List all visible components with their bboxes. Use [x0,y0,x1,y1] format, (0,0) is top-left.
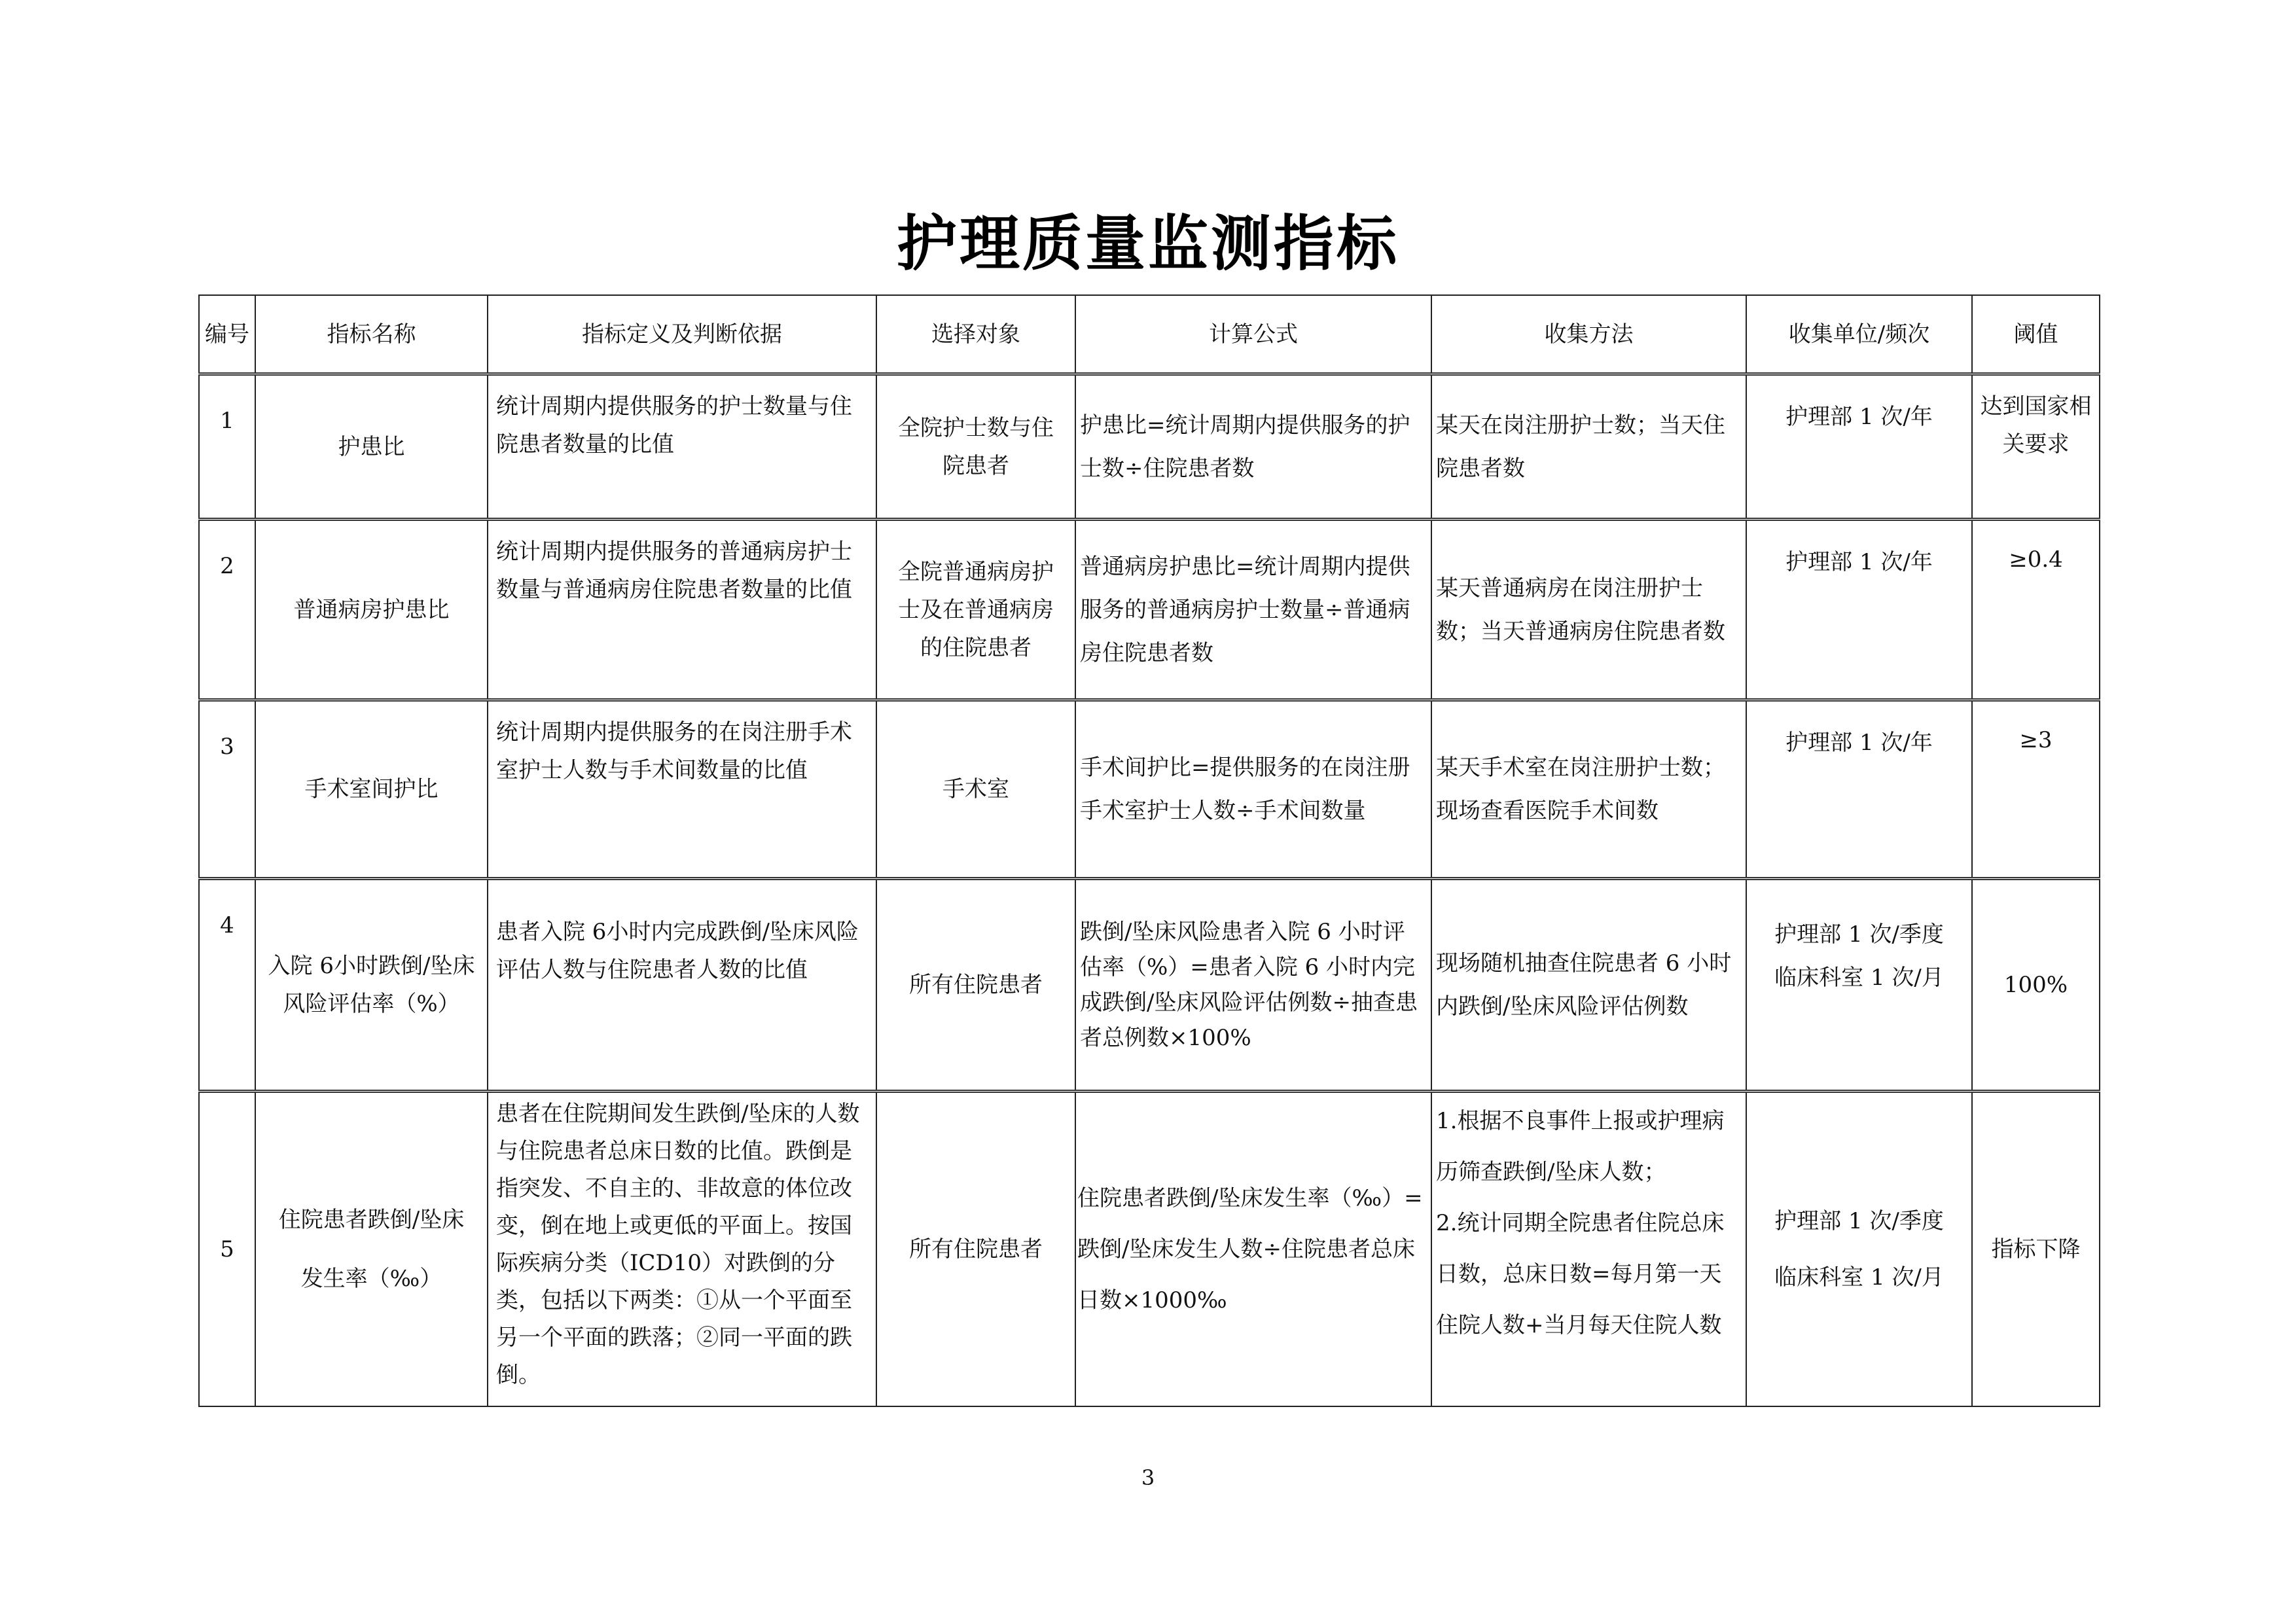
page-number: 3 [1141,1465,1155,1490]
cell-name: 入院 6小时跌倒/坠床风险评估率（%） [255,879,488,1092]
header-indicator-name: 指标名称 [255,295,488,374]
cell-target: 所有住院患者 [876,879,1075,1092]
cell-definition: 患者入院 6小时内完成跌倒/坠床风险评估人数与住院患者人数的比值 [488,879,876,1092]
cell-target: 所有住院患者 [876,1092,1075,1406]
header-formula: 计算公式 [1075,295,1431,374]
cell-threshold: ≥3 [1972,700,2100,879]
cell-no: 5 [199,1092,255,1406]
cell-no: 2 [199,520,255,700]
header-unit-frequency: 收集单位/频次 [1746,295,1972,374]
unit-line: 护理部 1 次/年 [1785,404,1933,430]
unit-line: 临床科室 1 次/月 [1774,1264,1944,1291]
cell-unit-frequency [1746,700,1972,879]
cell-method [1431,1092,1746,1406]
method-step: 2.统计同期全院患者住院总床日数，总床日数=每月第一天住院人数+当月每天住院人数 [1436,1210,1725,1338]
table-row [199,374,2100,520]
cell-formula: 手术间护比=提供服务的在岗注册手术室护士人数÷手术间数量 [1075,700,1431,879]
cell-method: 现场随机抽查住院患者 6 小时内跌倒/坠床风险评估例数 [1431,879,1746,1092]
header-target: 选择对象 [876,295,1075,374]
cell-target: 手术室 [876,700,1075,879]
cell-name: 手术室间护比 [255,700,488,879]
cell-definition: 患者在住院期间发生跌倒/坠床的人数与住院患者总床日数的比值。跌倒是指突发、不自主的、非故意的体位改变，倒在地上或更低的平面上。按国际疾病分类（ICD10）对跌倒的分类，包括以下两类：①从一个平面至另一个平面的跌落；②同一平面的跌倒。 [488,1092,876,1406]
cell-formula: 护患比=统计周期内提供服务的护士数÷住院患者数 [1075,374,1431,520]
nursing-quality-indicators-table [198,294,2100,1407]
cell-no: 4 [199,879,255,1092]
cell-method: 某天普通病房在岗注册护士数；当天普通病房住院患者数 [1431,520,1746,700]
unit-line: 护理部 1 次/年 [1785,549,1933,575]
method-step: 1.根据不良事件上报或护理病历筛查跌倒/坠床人数； [1436,1108,1725,1185]
table-row [199,1092,2100,1406]
cell-target: 全院护士数与住院患者 [876,374,1075,520]
cell-no: 3 [199,700,255,879]
cell-threshold: 达到国家相关要求 [1972,374,2100,520]
cell-threshold: ≥0.4 [1972,520,2100,700]
cell-unit-frequency [1746,879,1972,1092]
unit-line: 护理部 1 次/季度 [1774,921,1944,948]
cell-unit-frequency [1746,520,1972,700]
cell-definition: 统计周期内提供服务的普通病房护士数量与普通病房住院患者数量的比值 [488,520,876,700]
cell-threshold: 指标下降 [1972,1092,2100,1406]
header-method: 收集方法 [1431,295,1746,374]
cell-formula: 住院患者跌倒/坠床发生率（‰）=跌倒/坠床发生人数÷住院患者总床日数×1000‰ [1075,1092,1431,1406]
cell-name: 普通病房护患比 [255,520,488,700]
cell-definition: 统计周期内提供服务的护士数量与住院患者数量的比值 [488,374,876,520]
cell-name: 住院患者跌倒/坠床发生率（‰） [255,1092,488,1406]
unit-line: 护理部 1 次/年 [1785,730,1933,756]
cell-formula: 普通病房护患比=统计周期内提供服务的普通病房护士数量÷普通病房住院患者数 [1075,520,1431,700]
table-header-row [199,295,2100,374]
cell-method: 某天手术室在岗注册护士数；现场查看医院手术间数 [1431,700,1746,879]
cell-definition: 统计周期内提供服务的在岗注册手术室护士人数与手术间数量的比值 [488,700,876,879]
document-title: 护理质量监测指标 [896,209,1399,279]
cell-method: 某天在岗注册护士数；当天住院患者数 [1431,374,1746,520]
table-row [199,879,2100,1092]
table-row [199,700,2100,879]
cell-unit-frequency [1746,1092,1972,1406]
unit-line: 临床科室 1 次/月 [1774,965,1944,991]
cell-name: 护患比 [255,374,488,520]
header-threshold: 阈值 [1972,295,2100,374]
header-definition: 指标定义及判断依据 [488,295,876,374]
header-no: 编号 [199,295,255,374]
cell-no: 1 [199,374,255,520]
unit-line: 护理部 1 次/季度 [1774,1207,1944,1234]
cell-target: 全院普通病房护士及在普通病房的住院患者 [876,520,1075,700]
cell-unit-frequency [1746,374,1972,520]
table-row [199,520,2100,700]
cell-formula: 跌倒/坠床风险患者入院 6 小时评估率（%）=患者入院 6 小时内完成跌倒/坠床风险评估例数÷抽查患者总例数×100% [1075,879,1431,1092]
cell-threshold: 100% [1972,879,2100,1092]
